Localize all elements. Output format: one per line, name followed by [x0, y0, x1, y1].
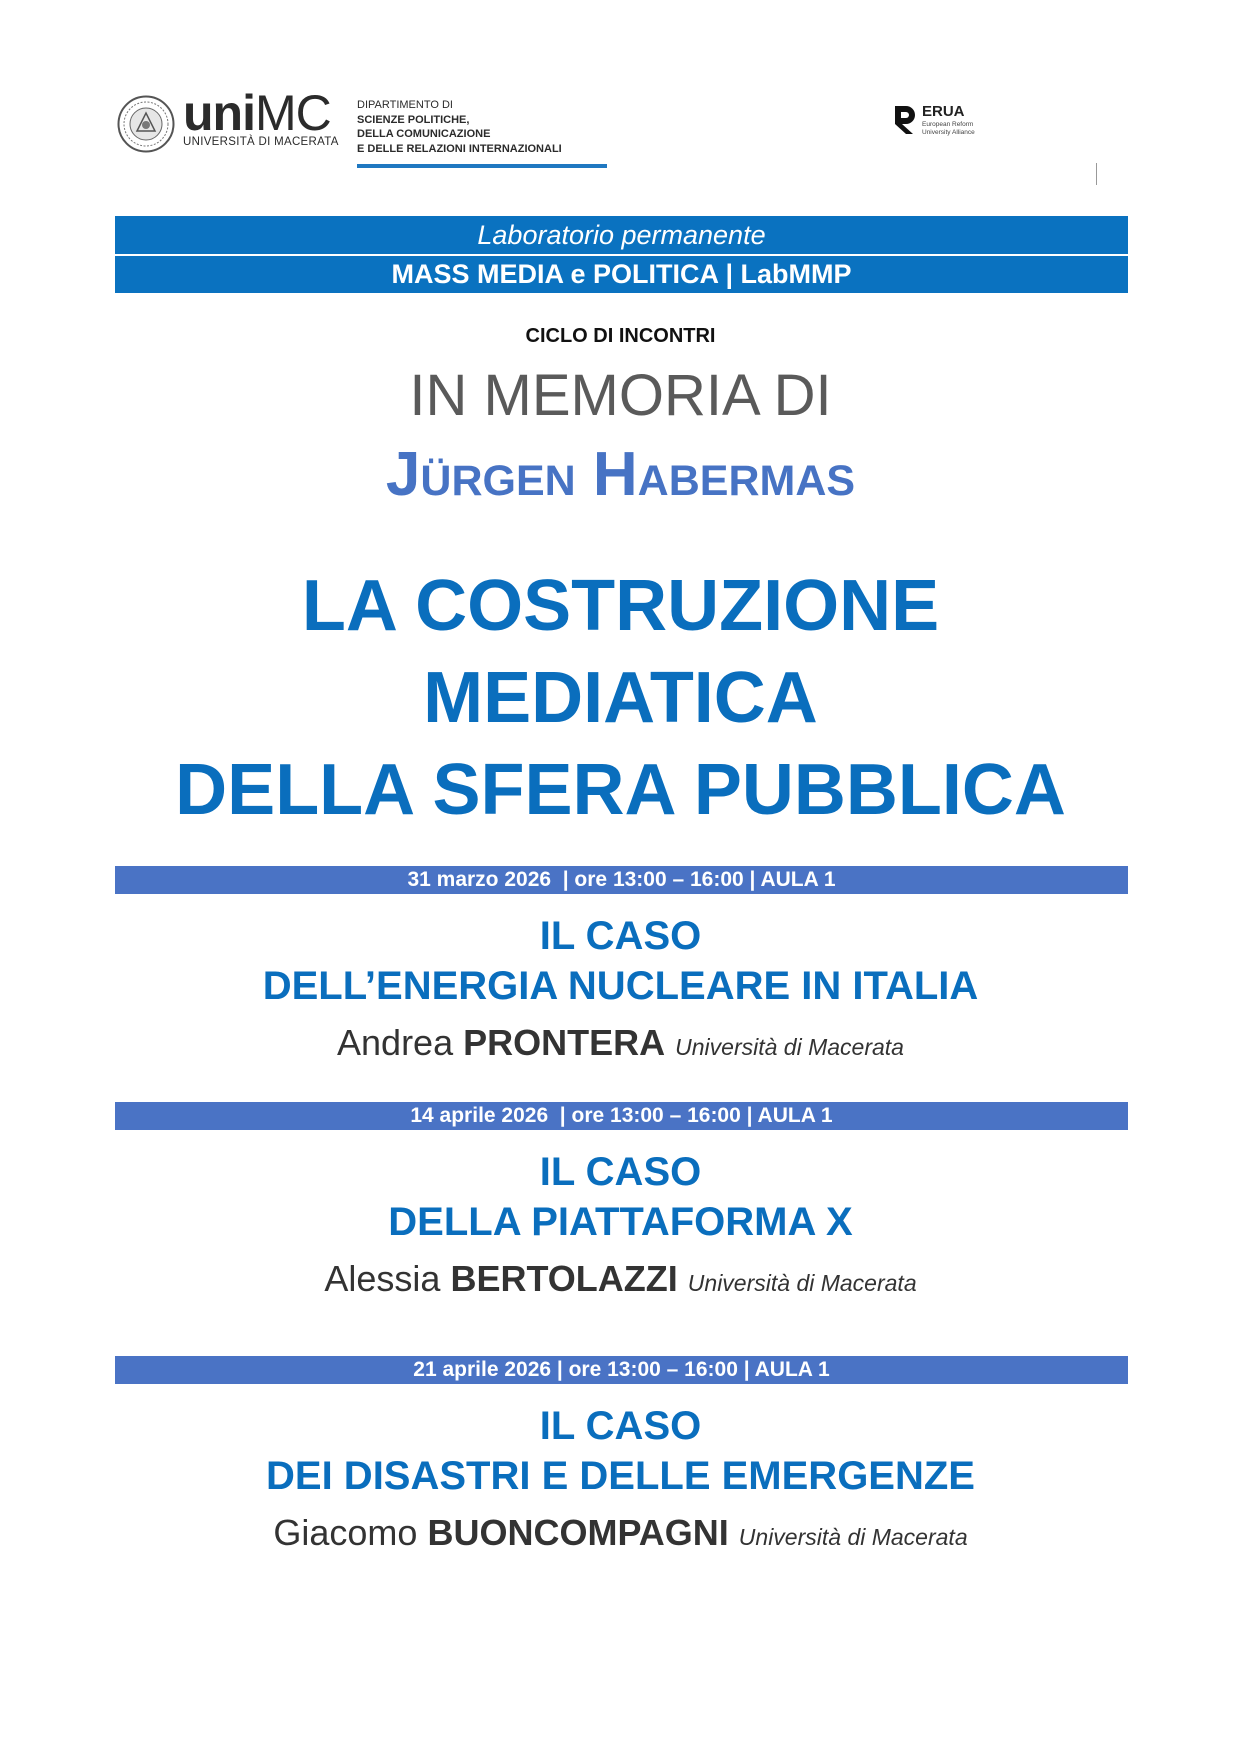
speaker-surname: PRONTERA: [463, 1022, 666, 1063]
session-title-line: DELLA PIATTAFORMA X: [388, 1200, 853, 1244]
department-line: DIPARTIMENTO DI: [357, 99, 453, 111]
speaker-given-name: Alessia: [324, 1258, 441, 1299]
erua-subtitle-line: European Reform: [922, 121, 974, 128]
margin-divider: [1096, 163, 1097, 185]
lab-title: Laboratorio permanente: [477, 220, 766, 250]
session-title-line: IL CASO: [539, 914, 702, 958]
main-title-line: MEDIATICA: [423, 658, 818, 738]
unimc-wordmark: [183, 85, 331, 141]
department-line: DELLA COMUNICAZIONE: [357, 128, 491, 140]
erua-subtitle-line: University Alliance: [922, 129, 975, 136]
university-seal-icon: [117, 95, 175, 153]
session-speaker: [0, 1021, 1241, 1069]
erua-name: ERUA: [922, 103, 965, 120]
department-line: E DELLE RELAZIONI INTERNAZIONALI: [357, 142, 562, 155]
university-name: UNIVERSITÀ DI MACERATA: [183, 136, 339, 148]
session-title: [0, 1147, 1241, 1247]
lab-name: MASS MEDIA e POLITICA | LabMMP: [391, 259, 852, 289]
department-line: SCIENZE POLITICHE,: [357, 113, 470, 126]
department-name: [357, 98, 562, 156]
session-speaker: [0, 1257, 1241, 1305]
session-title: [0, 911, 1241, 1011]
main-title-line: LA COSTRUZIONE: [301, 566, 940, 646]
session-info-bar: 14 aprile 2026 | ore 13:00 – 16:00 | AULA 1: [115, 1102, 1128, 1130]
lab-name-band: [115, 256, 1128, 293]
session-info-bar: 31 marzo 2026 | ore 13:00 – 16:00 | AULA 1: [115, 866, 1128, 894]
department-underline: [357, 164, 607, 168]
lab-title-band: [115, 216, 1128, 254]
erua-logo-icon: [893, 104, 917, 136]
unimc-wordmark-uni: uni: [183, 85, 255, 141]
session-title-line: IL CASO: [539, 1404, 702, 1448]
erua-subtitle: [922, 121, 975, 137]
session-title-line: DEI DISASTRI E DELLE EMERGENZE: [266, 1454, 975, 1498]
session-title-line: DELL’ENERGIA NUCLEARE IN ITALIA: [262, 964, 979, 1008]
speaker-affiliation: Università di Macerata: [687, 1270, 917, 1296]
unimc-wordmark-mc: MC: [254, 85, 331, 141]
speaker-affiliation: Università di Macerata: [675, 1034, 904, 1060]
session-info-bar: 21 aprile 2026 | ore 13:00 – 16:00 | AULA 1: [115, 1356, 1128, 1384]
speaker-given-name: Giacomo: [273, 1512, 418, 1553]
session-speaker: [0, 1511, 1241, 1559]
main-title: [0, 560, 1241, 836]
main-title-line: DELLA SFERA PUBBLICA: [175, 750, 1066, 830]
speaker-surname: BUONCOMPAGNI: [427, 1512, 729, 1553]
speaker-given-name: Andrea: [337, 1022, 454, 1063]
memoria-heading: IN MEMORIA DI: [409, 363, 832, 428]
session-title-line: IL CASO: [539, 1150, 702, 1194]
honoree-name: Jürgen Habermas: [385, 440, 856, 509]
session-title: [0, 1401, 1241, 1501]
speaker-affiliation: Università di Macerata: [738, 1524, 968, 1550]
series-label: CICLO DI INCONTRI: [525, 325, 716, 347]
speaker-surname: BERTOLAZZI: [450, 1258, 678, 1299]
